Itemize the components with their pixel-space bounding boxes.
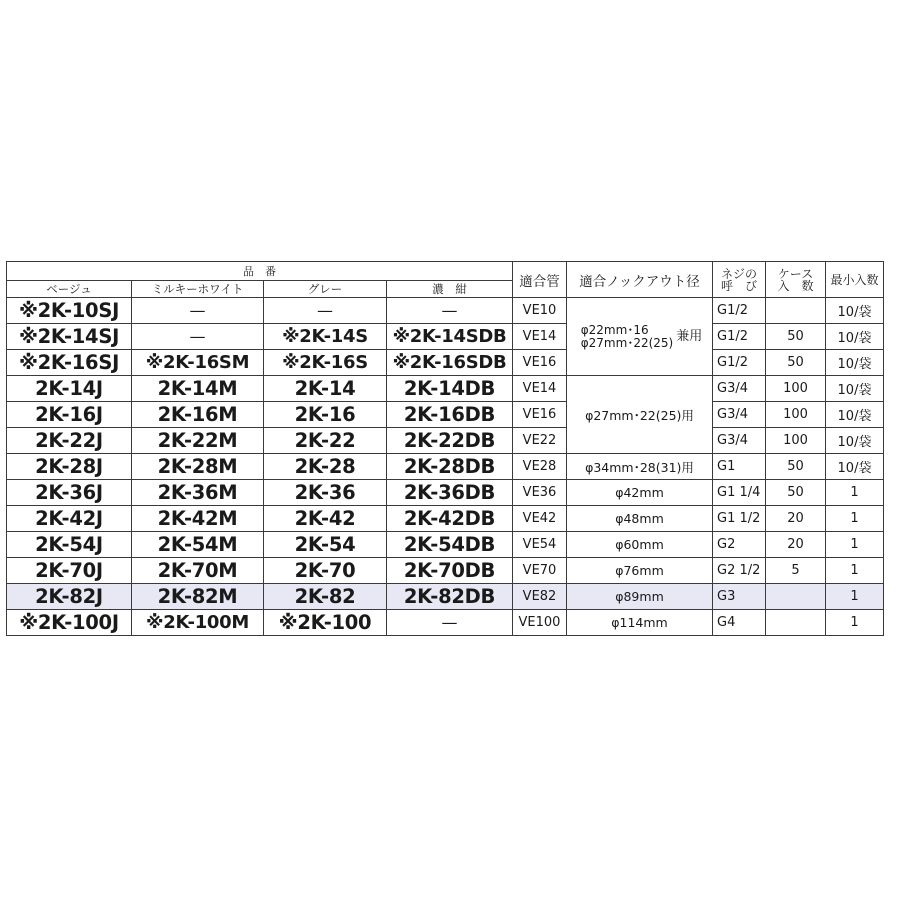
cell-min: 1 [826,610,884,636]
table-row [7,454,884,480]
cell-milky: 2K-28M [132,454,264,480]
cell-gray: 2K-28 [264,454,387,480]
cell-thread: G3/4 [713,376,766,402]
cell-min: 10/袋 [826,376,884,402]
cell-thread: G1/2 [713,324,766,350]
table-row [7,610,884,636]
cell-navy: 2K-70DB [387,558,513,584]
header-gray: グレー [264,281,387,298]
cell-pipe: VE10 [513,298,567,324]
cell-navy: 2K-54DB [387,532,513,558]
cell-gray: 2K-16 [264,402,387,428]
cell-navy: 2K-42DB [387,506,513,532]
cell-navy: 2K-14DB [387,376,513,402]
cell-min: 1 [826,532,884,558]
cell-navy: ※2K-16SDB [387,350,513,376]
cell-beige: 2K-70J [7,558,132,584]
cell-case: 100 [766,376,826,402]
cell-milky: 2K-82M [132,584,264,610]
cell-knockout: φ48mm [567,506,713,532]
cell-case: 100 [766,402,826,428]
cell-knockout: φ60mm [567,532,713,558]
header-thread [713,262,766,298]
cell-knockout: φ89mm [567,584,713,610]
cell-milky: 2K-70M [132,558,264,584]
cell-beige: 2K-54J [7,532,132,558]
cell-gray: — [264,298,387,324]
cell-knockout: φ42mm [567,480,713,506]
cell-case: 20 [766,506,826,532]
cell-min: 10/袋 [826,428,884,454]
cell-case: 20 [766,532,826,558]
cell-thread: G1/2 [713,298,766,324]
cell-milky: 2K-14M [132,376,264,402]
cell-min: 1 [826,558,884,584]
cell-thread: G2 [713,532,766,558]
cell-pipe: VE42 [513,506,567,532]
table-row [7,558,884,584]
cell-milky: 2K-42M [132,506,264,532]
cell-min: 10/袋 [826,454,884,480]
cell-min: 10/袋 [826,350,884,376]
table-row [7,350,884,376]
cell-beige: ※2K-10SJ [7,298,132,324]
cell-gray: 2K-70 [264,558,387,584]
cell-min: 1 [826,480,884,506]
cell-pipe: VE14 [513,324,567,350]
table-row [7,402,884,428]
cell-navy: 2K-36DB [387,480,513,506]
cell-beige: 2K-14J [7,376,132,402]
header-part-number: 品 番 [7,262,513,281]
cell-navy: 2K-28DB [387,454,513,480]
cell-navy: 2K-16DB [387,402,513,428]
cell-thread: G3 [713,584,766,610]
cell-thread: G1 1/2 [713,506,766,532]
cell-pipe: VE22 [513,428,567,454]
cell-milky: 2K-22M [132,428,264,454]
cell-beige: 2K-22J [7,428,132,454]
cell-pipe: VE70 [513,558,567,584]
cell-beige: ※2K-14SJ [7,324,132,350]
cell-milky: 2K-54M [132,532,264,558]
cell-beige: ※2K-16SJ [7,350,132,376]
header-pipe: 適合管 [513,262,567,298]
cell-pipe: VE36 [513,480,567,506]
cell-navy: — [387,610,513,636]
cell-milky: — [132,298,264,324]
cell-knockout-group3: φ34mm･28(31)用 [567,454,713,480]
cell-thread: G2 1/2 [713,558,766,584]
cell-beige: 2K-36J [7,480,132,506]
cell-case [766,610,826,636]
cell-beige: ※2K-100J [7,610,132,636]
cell-navy: 2K-82DB [387,584,513,610]
cell-knockout: φ76mm [567,558,713,584]
cell-pipe: VE28 [513,454,567,480]
cell-navy: — [387,298,513,324]
cell-pipe: VE82 [513,584,567,610]
cell-case: 100 [766,428,826,454]
spec-table [6,261,884,636]
cell-gray: 2K-14 [264,376,387,402]
cell-pipe: VE16 [513,350,567,376]
cell-gray: 2K-42 [264,506,387,532]
cell-case: 5 [766,558,826,584]
cell-beige: 2K-42J [7,506,132,532]
cell-thread: G3/4 [713,402,766,428]
header-thread-line2: 呼 び [720,278,757,293]
cell-case: 50 [766,350,826,376]
table-row-highlighted [7,584,884,610]
cell-min: 10/袋 [826,324,884,350]
table-row [7,298,884,324]
cell-min: 10/袋 [826,402,884,428]
cell-gray: ※2K-16S [264,350,387,376]
header-beige: ベージュ [7,281,132,298]
cell-milky: ※2K-100M [132,610,264,636]
header-case-line2: 入 数 [777,278,814,293]
table-row [7,376,884,402]
cell-gray: 2K-54 [264,532,387,558]
knockout-line1: φ22mm･16 [580,322,649,337]
header-navy: 濃 紺 [387,281,513,298]
cell-gray: 2K-82 [264,584,387,610]
cell-beige: 2K-28J [7,454,132,480]
table-row [7,480,884,506]
knockout-line2: φ27mm･22(25) [580,335,674,350]
cell-milky: 2K-36M [132,480,264,506]
cell-pipe: VE14 [513,376,567,402]
cell-pipe: VE16 [513,402,567,428]
cell-milky: — [132,324,264,350]
table-row [7,506,884,532]
cell-thread: G4 [713,610,766,636]
header-case-line1: ケース [777,266,814,281]
cell-beige: 2K-16J [7,402,132,428]
header-case [766,262,826,298]
cell-case [766,298,826,324]
cell-case [766,584,826,610]
table-row [7,532,884,558]
cell-gray: ※2K-14S [264,324,387,350]
cell-milky: 2K-16M [132,402,264,428]
cell-thread: G1 [713,454,766,480]
cell-pipe: VE100 [513,610,567,636]
cell-min: 1 [826,506,884,532]
cell-gray: 2K-36 [264,480,387,506]
cell-gray: 2K-22 [264,428,387,454]
cell-knockout-group1 [567,298,713,376]
cell-gray: ※2K-100 [264,610,387,636]
knockout-suffix: 兼用 [676,329,703,344]
table-row [7,428,884,454]
cell-navy: 2K-22DB [387,428,513,454]
header-thread-line1: ネジの [720,266,757,281]
cell-milky: ※2K-16SM [132,350,264,376]
header-knockout: 適合ノックアウト径 [567,262,713,298]
cell-navy: ※2K-14SDB [387,324,513,350]
cell-case: 50 [766,480,826,506]
cell-knockout: φ114mm [567,610,713,636]
cell-knockout-group2: φ27mm･22(25)用 [567,376,713,454]
cell-min: 10/袋 [826,298,884,324]
cell-case: 50 [766,324,826,350]
cell-thread: G3/4 [713,428,766,454]
cell-thread: G1 1/4 [713,480,766,506]
cell-beige: 2K-82J [7,584,132,610]
cell-case: 50 [766,454,826,480]
header-min: 最小入数 [826,262,884,298]
cell-thread: G1/2 [713,350,766,376]
header-milky: ミルキーホワイト [132,281,264,298]
table-row [7,324,884,350]
cell-pipe: VE54 [513,532,567,558]
cell-min: 1 [826,584,884,610]
